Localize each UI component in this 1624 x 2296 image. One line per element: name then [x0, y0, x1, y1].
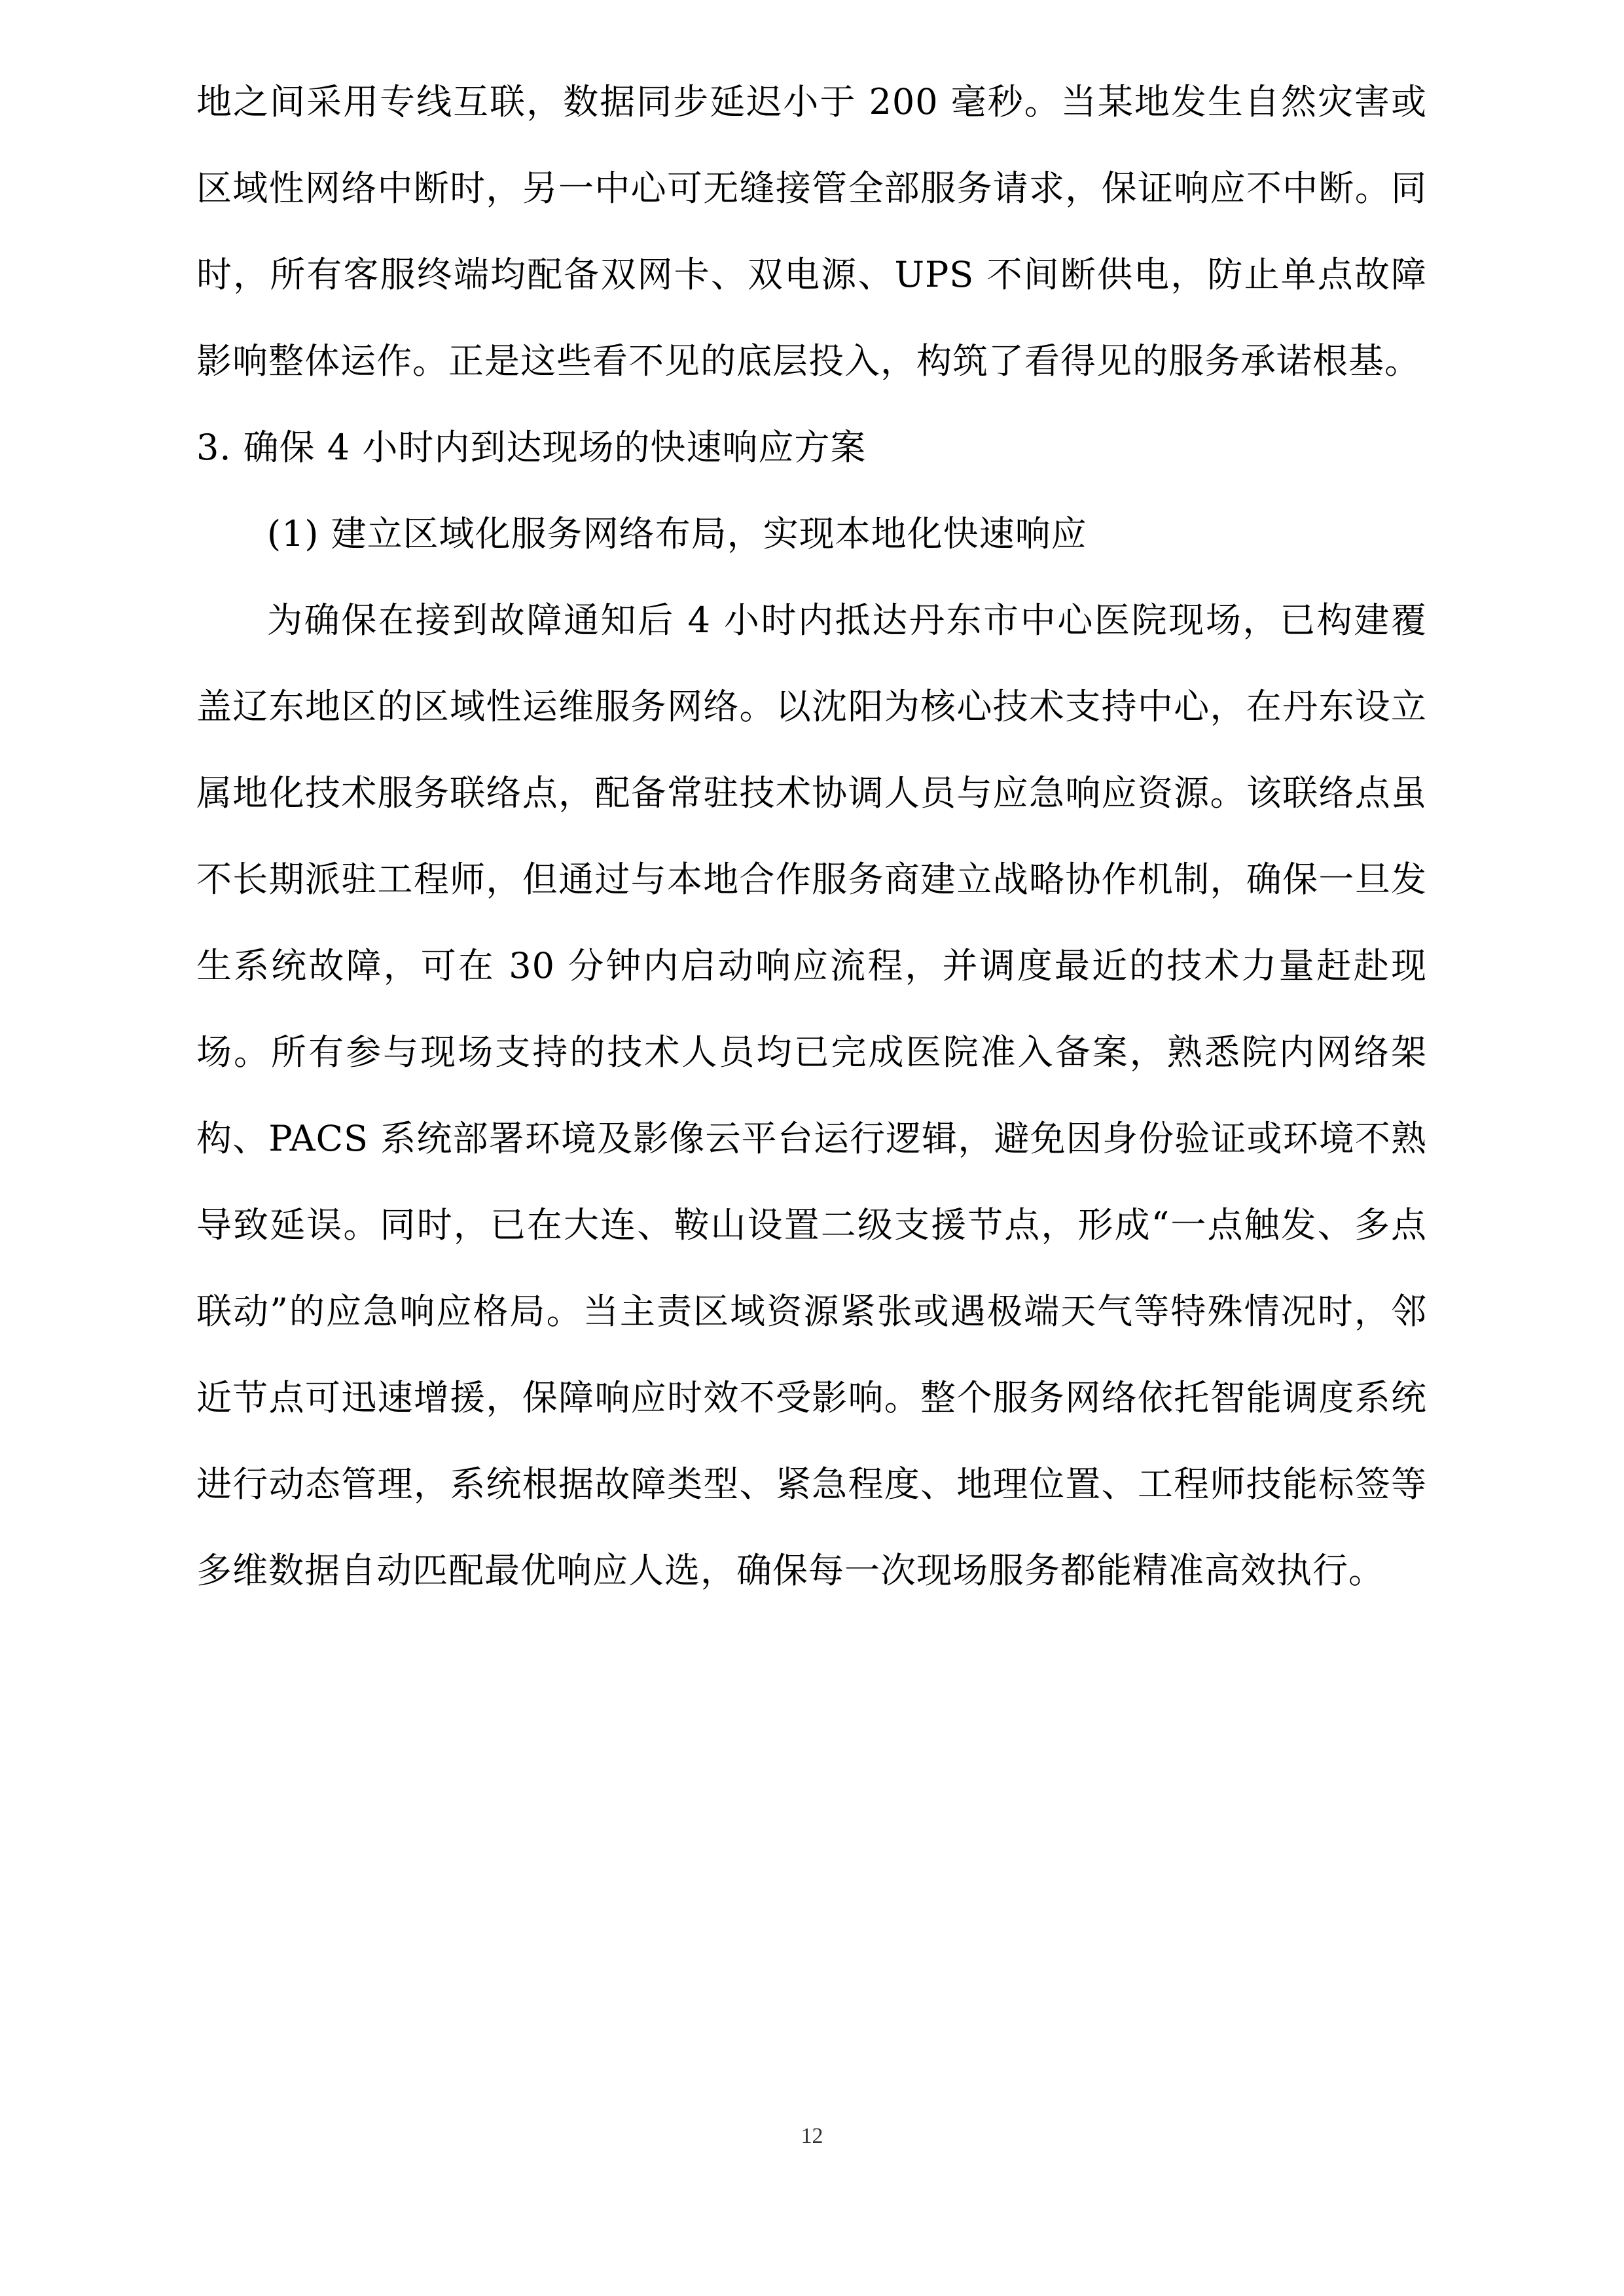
- section-heading: 3. 确保 4 小时内到达现场的快速响应方案: [196, 427, 867, 468]
- continued-paragraph: 地之间采用专线互联，数据同步延迟小于 200 毫秒。当某地发生自然灾害或区域性网络中断时，另一中心可无缝接管全部服务请求，保证响应不中断。同时，所有客服终端均配备双网卡、双电源、UPS 不间断供电，防止单点故障影响整体运作。正是这些看不见的底层投入，构筑了看得见的服务承诺根基。: [196, 81, 1427, 382]
- page-content: [196, 59, 1427, 1614]
- page-number: 12: [801, 2124, 823, 2148]
- subsection-heading: (1) 建立区域化服务网络布局，实现本地化快速响应: [267, 513, 1087, 554]
- body-paragraph: 为确保在接到故障通知后 4 小时内抵达丹东市中心医院现场，已构建覆盖辽东地区的区域性运维服务网络。以沈阳为核心技术支持中心，在丹东设立属地化技术服务联络点，配备常驻技术协调人员与应急响应资源。该联络点虽不长期派驻工程师，但通过与本地合作服务商建立战略协作机制，确保一旦发生系统故障，可在 30 分钟内启动响应流程，并调度最近的技术力量赶赴现场。所有参与现场支持的技术人员均已完成医院准入备案，熟悉院内网络架构、PACS 系统部署环境及影像云平台运行逻辑，避免因身份验证或环境不熟导致延误。同时，已在大连、鞍山设置二级支援节点，形成“一点触发、多点联动”的应急响应格局。当主责区域资源紧张或遇极端天气等特殊情况时，邻近节点可迅速增援，保障响应时效不受影响。整个服务网络依托智能调度系统进行动态管理，系统根据故障类型、紧急程度、地理位置、工程师技能标签等多维数据自动匹配最优响应人选，确保每一次现场服务都能精准高效执行。: [196, 600, 1427, 1591]
